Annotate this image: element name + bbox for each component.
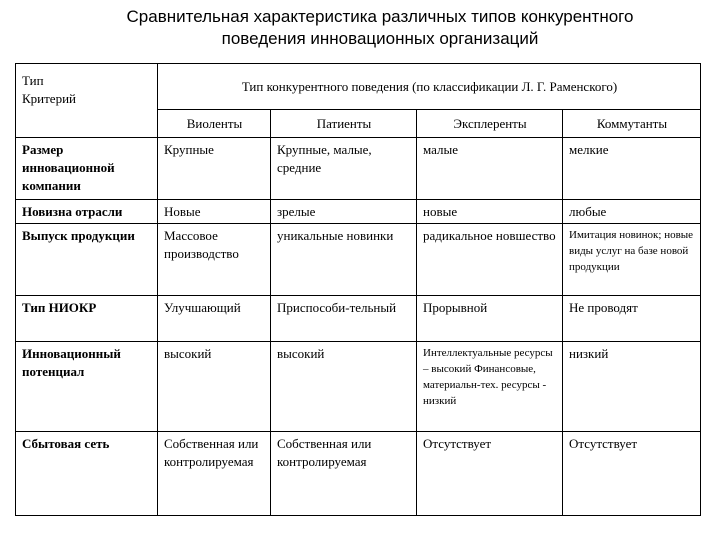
table-cell: малые — [417, 138, 563, 200]
table-row — [16, 342, 701, 432]
table-cell: Крупные — [158, 138, 271, 200]
table-cell: любые — [563, 200, 701, 224]
corner-type-label: Тип — [22, 73, 44, 88]
row-criterion: Тип НИОКР — [16, 296, 158, 342]
row-criterion: Размер инновационной компании — [16, 138, 158, 200]
column-header-violents: Виоленты — [158, 110, 271, 138]
table-cell: Крупные, малые, средние — [271, 138, 417, 200]
table-row — [16, 138, 701, 200]
page-title — [60, 6, 700, 50]
table-cell: высокий — [158, 342, 271, 432]
table-cell: Собственная или контролируемая — [158, 432, 271, 516]
table-row — [16, 432, 701, 516]
table-cell: Собственная или контролируемая — [271, 432, 417, 516]
corner-criterion-label: Критерий — [22, 91, 76, 106]
title-line-1: Сравнительная характеристика различных типов конкурентного — [126, 7, 634, 26]
table-cell: зрелые — [271, 200, 417, 224]
row-criterion: Новизна отрасли — [16, 200, 158, 224]
table-cell: Имитация новинок; новые виды услуг на базе новой продукции — [563, 224, 701, 296]
table-row — [16, 296, 701, 342]
table-cell: новые — [417, 200, 563, 224]
table-row — [16, 224, 701, 296]
comparison-table — [15, 63, 701, 516]
table-row — [16, 200, 701, 224]
header-row-group — [16, 64, 701, 110]
table-cell: Прорывной — [417, 296, 563, 342]
table-cell: мелкие — [563, 138, 701, 200]
table-cell: Улучшающий — [158, 296, 271, 342]
table-cell: Интеллектуальные ресурсы – высокий Финансовые, материальн-тех. ресурсы - низкий — [417, 342, 563, 432]
table-cell: Приспособи-тельный — [271, 296, 417, 342]
table-cell: Массовое производство — [158, 224, 271, 296]
column-header-explerents: Эксплеренты — [417, 110, 563, 138]
header-group-cell — [158, 64, 701, 110]
table-cell: уникальные новинки — [271, 224, 417, 296]
row-criterion: Инновационный потенциал — [16, 342, 158, 432]
table-cell: Не проводят — [563, 296, 701, 342]
column-header-patients: Патиенты — [271, 110, 417, 138]
table-cell: Отсутствует — [417, 432, 563, 516]
table-cell: Новые — [158, 200, 271, 224]
header-group-label: Тип конкурентного поведения (по классификации Л. Г. Раменского) — [241, 79, 618, 94]
table-cell: низкий — [563, 342, 701, 432]
row-criterion: Выпуск продукции — [16, 224, 158, 296]
table-cell: высокий — [271, 342, 417, 432]
table-cell: радикальное новшество — [417, 224, 563, 296]
header-corner-cell — [16, 64, 158, 138]
title-line-2: поведения инновационных организаций — [221, 29, 539, 48]
column-header-commutants: Коммутанты — [563, 110, 701, 138]
table-cell: Отсутствует — [563, 432, 701, 516]
row-criterion: Сбытовая сеть — [16, 432, 158, 516]
